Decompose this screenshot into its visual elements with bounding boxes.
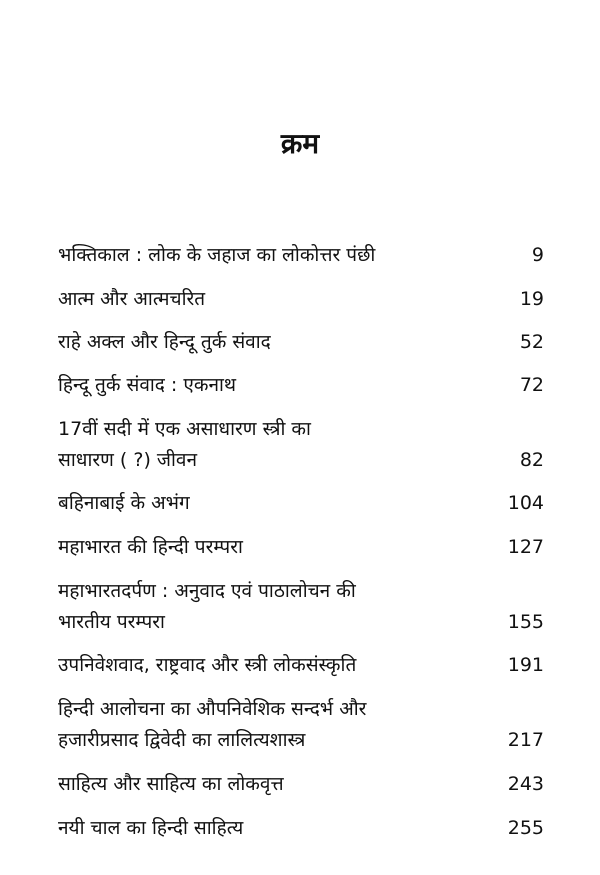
toc-entry-page: 191 [507,654,544,676]
toc-entry-title-line: महाभारत की हिन्दी परम्परा [58,536,243,558]
toc-entry-page: 104 [507,492,544,514]
toc-entry [58,370,544,401]
table-of-contents [58,0,544,875]
toc-entry-page: 217 [507,729,544,751]
toc-entry-title-line: हिन्दू तुर्क संवाद : एकनाथ [58,374,237,396]
toc-entry-title-line: भारतीय परम्परा [58,611,165,633]
toc-entry-title-line: साहित्य और साहित्य का लोकवृत्त [58,773,284,795]
toc-entry [58,813,544,844]
toc-entry-page: 9 [531,244,544,266]
toc-entry-title-line: साधारण ( ?) जीवन [58,449,198,471]
toc-entry-page: 127 [507,536,544,558]
toc-entry [58,414,544,476]
toc-entry [58,576,544,638]
toc-entry-title-line: नयी चाल का हिन्दी साहित्य [58,817,244,839]
toc-entry [58,327,544,358]
toc-entry [58,240,544,271]
toc-entry-title-line: राहे अक्ल और हिन्दू तुर्क संवाद [58,331,271,353]
toc-entry-title-line: 17वीं सदी में एक असाधारण स्त्री का [58,418,311,440]
toc-entry-page: 72 [519,374,544,396]
toc-entry [58,769,544,800]
toc-entry-page: 243 [507,773,544,795]
toc-entry-title-line: आत्म और आत्मचरित [58,288,206,310]
page-title: क्रम [280,127,320,160]
toc-entry-page: 82 [519,449,544,471]
toc-entry-title-line: भक्तिकाल : लोक के जहाज का लोकोत्तर पंछी [58,244,376,266]
toc-entry-title-line: हिन्दी आलोचना का औपनिवेशिक सन्दर्भ और [58,698,367,720]
toc-entry-page: 255 [507,817,544,839]
toc-entry [58,488,544,519]
toc-entry-title-line: बहिनाबाई के अभंग [58,492,190,514]
toc-entry [58,284,544,315]
toc-entry-page: 52 [519,331,544,353]
toc-entry-title-line: उपनिवेशवाद, राष्ट्रवाद और स्त्री लोकसंस्कृति [58,654,357,676]
toc-entry-title-line: हजारीप्रसाद द्विवेदी का लालित्यशास्त्र [58,729,306,751]
toc-entry-title-line: महाभारतदर्पण : अनुवाद एवं पाठालोचन की [58,580,356,602]
toc-entry [58,694,544,756]
toc-entry [58,532,544,563]
toc-entry-page: 19 [519,288,544,310]
toc-entry-page: 155 [507,611,544,633]
toc-entry [58,650,544,681]
